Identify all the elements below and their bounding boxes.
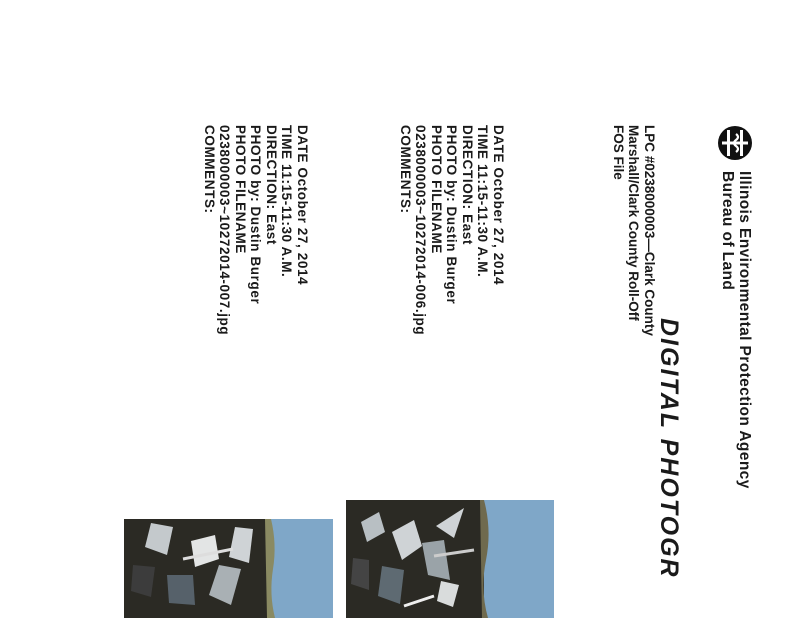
photo-date: DATE October 27, 2014 xyxy=(295,125,310,286)
site-file: FOS File xyxy=(611,125,626,180)
photo-direction: DIRECTION: East xyxy=(460,125,475,246)
photo-filename-label: PHOTO FILENAME xyxy=(233,125,248,254)
photo-date: DATE October 27, 2014 xyxy=(491,125,506,286)
site-photo xyxy=(124,519,333,618)
site-photo xyxy=(346,500,554,618)
site-lpc: LPC #0238000003—Clark County xyxy=(642,125,657,336)
photo-filename-label: PHOTO FILENAME xyxy=(429,125,444,254)
photo-filename: 0238000003~10272014-007.jpg xyxy=(217,125,233,336)
page-title: DIGITAL PHOTOGR xyxy=(655,318,683,579)
agency-logo-icon xyxy=(717,125,753,161)
photo-comments: COMMENTS: xyxy=(398,125,413,214)
photo-time: TIME 11:15-11:30 A.M. xyxy=(279,125,295,278)
photo-by: PHOTO by: Dustin Burger xyxy=(444,125,460,305)
agency-name xyxy=(719,171,753,489)
photo-info-block xyxy=(202,125,311,335)
agency-line-1: Illinois Environmental Protection Agency xyxy=(736,171,753,489)
agency-line-2: Bureau of Land xyxy=(719,171,736,291)
photo-direction: DIRECTION: East xyxy=(264,125,279,246)
photo-filename: 0238000003~10272014-006.jpg xyxy=(413,125,429,336)
photo-comments: COMMENTS: xyxy=(202,125,217,214)
photo-by: PHOTO by: Dustin Burger xyxy=(248,125,264,305)
site-info xyxy=(611,125,658,336)
photo-time: TIME 11:15-11:30 A.M. xyxy=(475,125,491,278)
photo-info-block xyxy=(398,125,507,335)
site-name: Marshall/Clark County Roll-Off xyxy=(626,125,642,321)
